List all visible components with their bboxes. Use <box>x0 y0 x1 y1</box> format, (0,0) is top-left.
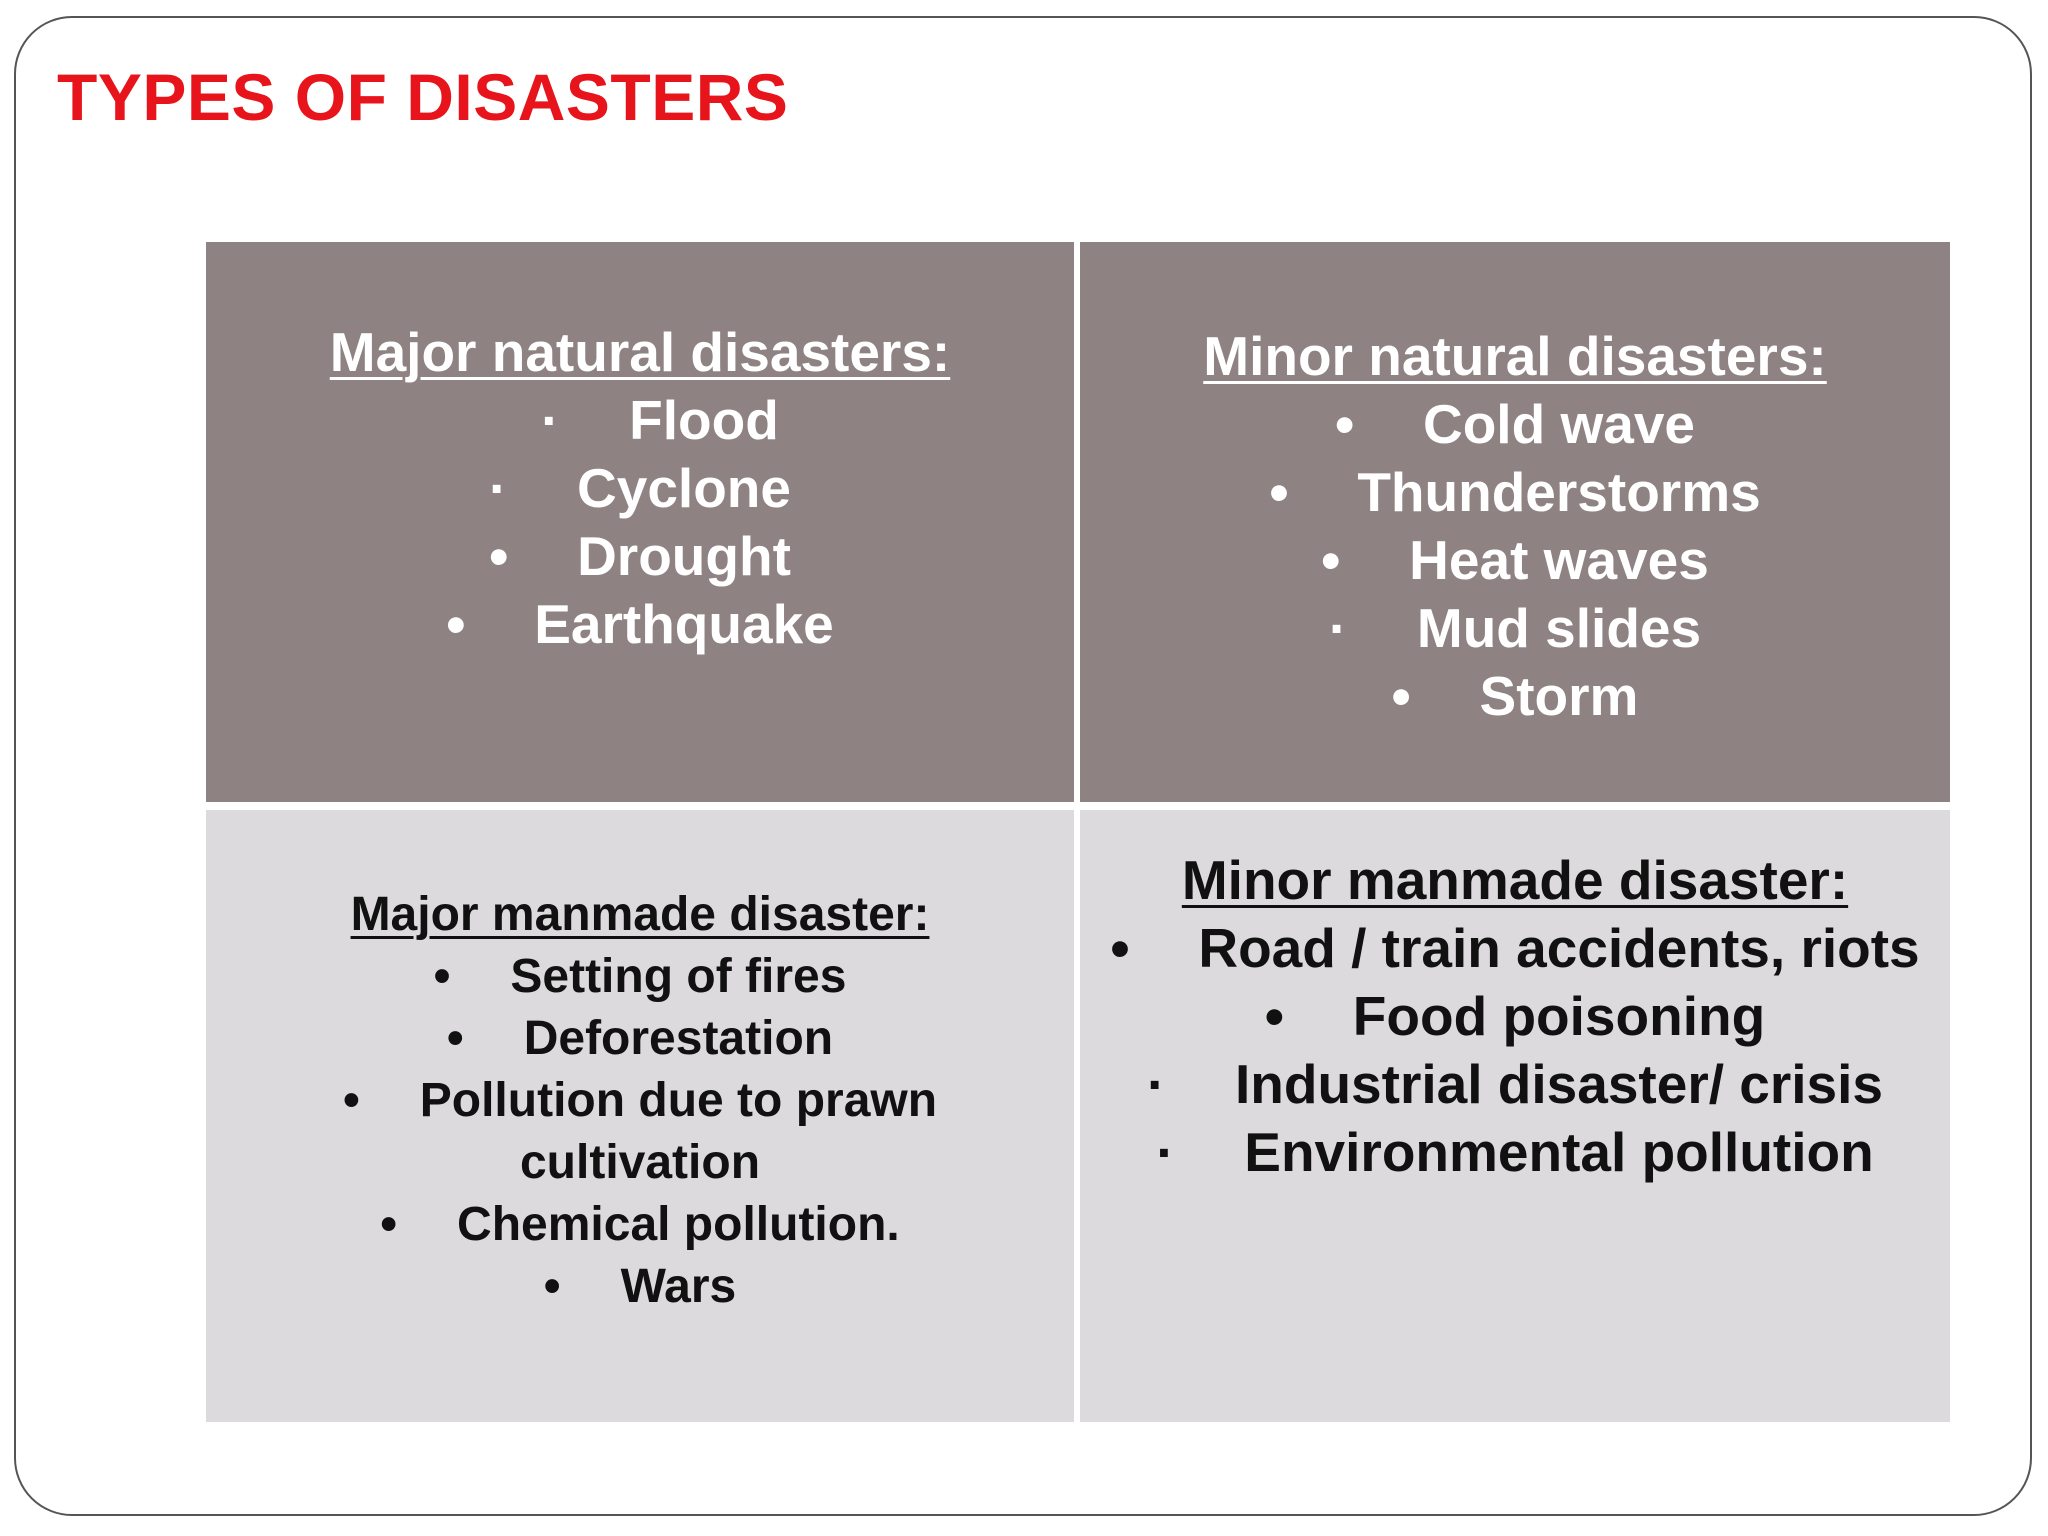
list-item-text: cultivation <box>519 1136 761 1189</box>
minor-natural-disasters-cell <box>1080 242 1950 802</box>
list-item <box>206 1070 1074 1132</box>
bullet-icon: • <box>1264 985 1285 1047</box>
bullet-icon: • <box>1110 917 1130 979</box>
list-item <box>1080 914 1950 982</box>
list-item-text: Flood <box>629 389 779 451</box>
minor-natural-heading: Minor natural disasters: <box>1203 325 1827 387</box>
list-item-text: Thunderstorms <box>1357 461 1761 523</box>
list-item <box>1080 526 1950 594</box>
list-item-text: Road / train accidents, riots <box>1198 917 1920 979</box>
bullet-icon: • <box>1334 393 1355 455</box>
major-manmade-disasters-cell <box>206 810 1074 1422</box>
list-item <box>206 1008 1074 1070</box>
list-item <box>206 1256 1074 1318</box>
list-item-text: Setting of fires <box>510 950 847 1003</box>
bullet-icon: • <box>342 1074 360 1127</box>
bullet-icon: • <box>489 525 509 587</box>
major-natural-disasters-cell <box>206 242 1074 802</box>
list-item <box>206 590 1074 658</box>
list-item <box>1080 1050 1950 1118</box>
list-item <box>206 946 1074 1008</box>
list-item-continuation <box>206 1132 1074 1194</box>
list-item <box>1080 458 1950 526</box>
bullet-icon: • <box>380 1198 398 1251</box>
list-item-text: Mud slides <box>1416 597 1702 659</box>
list-item <box>1080 1118 1950 1186</box>
list-item-text: Deforestation <box>523 1012 834 1065</box>
major-natural-list <box>206 386 1074 658</box>
list-item <box>206 522 1074 590</box>
bullet-icon: • <box>1391 665 1411 727</box>
bullet-icon: · <box>541 389 560 451</box>
list-item <box>206 454 1074 522</box>
list-item-text: Earthquake <box>534 593 834 655</box>
list-item-text: Food poisoning <box>1352 985 1766 1047</box>
list-item-text: Chemical pollution. <box>457 1198 900 1251</box>
major-manmade-list <box>206 946 1074 1318</box>
minor-manmade-disasters-cell <box>1080 810 1950 1422</box>
bullet-icon: • <box>1321 529 1341 591</box>
bullet-icon: · <box>1146 1053 1166 1115</box>
list-item <box>1080 982 1950 1050</box>
list-item <box>206 1194 1074 1256</box>
major-manmade-heading: Major manmade disaster: <box>350 888 930 941</box>
list-item <box>1080 662 1950 730</box>
bullet-icon: • <box>543 1260 561 1313</box>
list-item <box>1080 390 1950 458</box>
disaster-types-table <box>206 242 1950 1430</box>
bullet-icon: • <box>433 950 451 1003</box>
list-item-text: Wars <box>620 1260 737 1313</box>
slide-title: TYPES OF DISASTERS <box>57 60 789 134</box>
list-item-text: Drought <box>577 525 791 587</box>
list-item-text: Heat waves <box>1409 529 1709 591</box>
list-item-text: Storm <box>1479 665 1639 727</box>
major-natural-heading: Major natural disasters: <box>329 321 951 383</box>
minor-natural-list <box>1080 390 1950 730</box>
list-item-text: Cyclone <box>577 457 791 519</box>
list-item-text: Cold wave <box>1422 393 1696 455</box>
list-item-text: Industrial disaster/ crisis <box>1234 1053 1884 1115</box>
bullet-icon: • <box>446 1012 464 1065</box>
list-item <box>1080 594 1950 662</box>
minor-manmade-list <box>1080 914 1950 1186</box>
bullet-icon: • <box>446 593 466 655</box>
bullet-icon: · <box>1156 1121 1175 1183</box>
list-item-text: Environmental pollution <box>1244 1121 1874 1183</box>
bullet-icon: · <box>489 457 508 519</box>
bullet-icon: · <box>1328 597 1348 659</box>
bullet-icon: • <box>1269 461 1289 523</box>
list-item-text: Pollution due to prawn <box>419 1074 938 1127</box>
slide <box>14 16 2032 1516</box>
list-item <box>226 386 1094 454</box>
minor-manmade-heading: Minor manmade disaster: <box>1181 849 1849 911</box>
